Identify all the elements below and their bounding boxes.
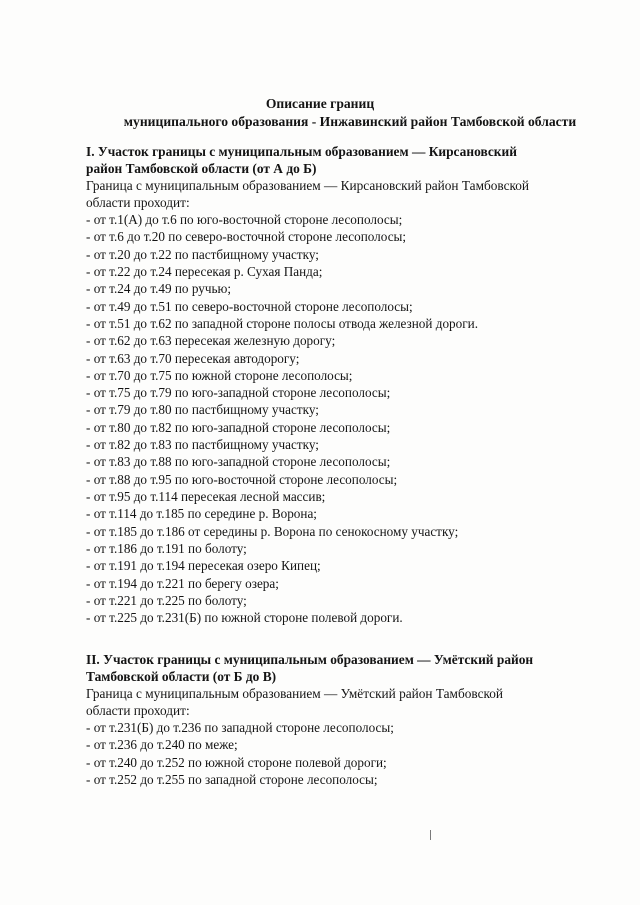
list-item: - от т.194 до т.221 по берегу озера; — [86, 575, 279, 591]
list-item: - от т.191 до т.194 пересекая озеро Кипец; — [86, 558, 321, 574]
list-item: - от т.114 до т.185 по середине р. Ворона; — [86, 506, 317, 522]
scan-artifact-mark — [430, 830, 431, 840]
list-item: - от т.62 до т.63 пересекая железную дорогу; — [86, 333, 336, 349]
section-1-intro-line2: области проходит: — [86, 195, 190, 210]
list-item: - от т.88 до т.95 по юго-восточной стороне лесополосы; — [86, 471, 398, 487]
list-item: - от т.82 до т.83 по пастбищному участку; — [86, 437, 319, 453]
list-item: - от т.236 до т.240 по меже; — [86, 737, 238, 753]
list-item: - от т.225 до т.231(Б) по южной стороне полевой дороги. — [86, 610, 403, 626]
list-item: - от т.221 до т.225 по болоту; — [86, 592, 247, 608]
list-item: - от т.95 до т.114 пересекая лесной массив; — [86, 489, 326, 504]
list-item: - от т.252 до т.255 по западной стороне лесополосы; — [86, 771, 378, 787]
list-item: - от т.80 до т.82 по юго-западной стороне лесополосы; — [86, 419, 391, 435]
list-item: - от т.231(Б) до т.236 по западной стороне лесополосы; — [86, 720, 394, 735]
section-2-heading-line1: II. Участок границы с муниципальным образованием — Умётский район — [86, 652, 534, 667]
list-item: - от т.186 до т.191 по болоту; — [86, 540, 247, 556]
section-2-heading-line2: Тамбовской области (от Б до В) — [86, 669, 277, 684]
list-item: - от т.20 до т.22 по пастбищному участку; — [86, 246, 319, 262]
list-item: - от т.51 до т.62 по западной стороне полосы отвода железной дороги. — [86, 315, 479, 331]
section-1-intro-line1: Граница с муниципальным образованием — Кирсановский район Тамбовской — [86, 178, 530, 193]
section-1-heading-line1: I. Участок границы с муниципальным образованием — Кирсановский — [86, 144, 517, 159]
list-item: - от т.22 до т.24 пересекая р. Сухая Панда; — [86, 263, 323, 279]
section-2-boundary-list — [86, 719, 394, 788]
list-item: - от т.75 до т.79 по юго-западной стороне лесополосы; — [86, 385, 391, 401]
document-title: Описание границ — [265, 96, 375, 111]
list-item: - от т.70 до т.75 по южной стороне лесополосы; — [86, 367, 353, 383]
list-item: - от т.240 до т.252 по южной стороне полевой дороги; — [86, 754, 387, 770]
list-item: - от т.24 до т.49 по ручью; — [86, 281, 231, 297]
list-item: - от т.63 до т.70 пересекая автодорогу; — [86, 350, 300, 366]
list-item: - от т.83 до т.88 по юго-западной стороне лесополосы; — [86, 454, 391, 470]
section-2-intro-line1: Граница с муниципальным образованием — Умётский район Тамбовской — [86, 686, 504, 701]
list-item: - от т.1(А) до т.6 по юго-восточной стороне лесополосы; — [86, 212, 403, 227]
section-1-heading-line2: район Тамбовской области (от А до Б) — [86, 161, 317, 176]
section-1-boundary-list — [86, 211, 478, 627]
document-subtitle: муниципального образования - Инжавинский район Тамбовской области — [123, 114, 577, 129]
section-2-intro-line2: области проходит: — [86, 703, 190, 718]
list-item: - от т.185 до т.186 от середины р. Ворона по сенокосному участку; — [86, 523, 459, 539]
list-item: - от т.6 до т.20 по северо-восточной стороне лесополосы; — [86, 229, 407, 245]
list-item: - от т.79 до т.80 по пастбищному участку; — [86, 402, 319, 418]
list-item: - от т.49 до т.51 по северо-восточной стороне лесополосы; — [86, 298, 413, 314]
